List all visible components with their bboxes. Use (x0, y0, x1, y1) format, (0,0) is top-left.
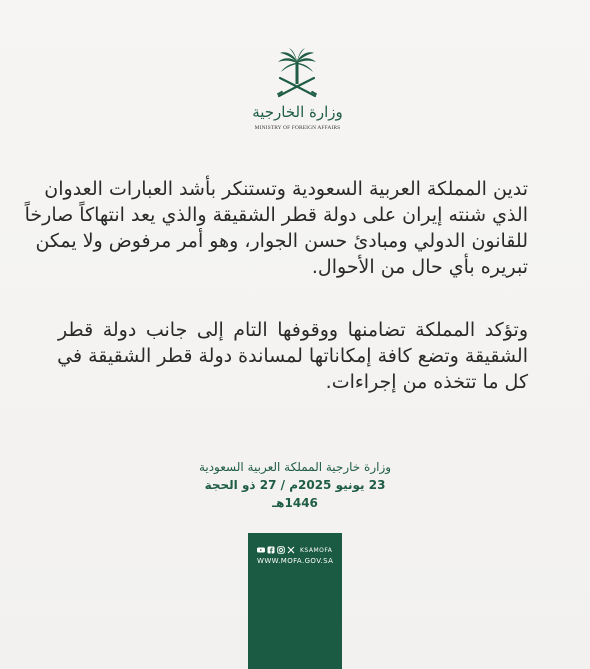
logo-english-text: MINISTRY OF FOREIGN AFFAIRS (254, 125, 341, 131)
x-icon[interactable] (287, 546, 295, 554)
ministry-logo (250, 48, 345, 138)
statement-paragraph-2 (58, 317, 528, 395)
statement-paragraph-1 (24, 176, 528, 280)
signature-ministry: وزارة خارجية المملكة العربية السعودية (198, 460, 392, 474)
facebook-icon[interactable] (267, 546, 275, 554)
signature-date: 23 يونيو 2025م / 27 ذو الحجة 1446هـ (204, 478, 386, 510)
paragraph-line: للقانون الدولي ومبادئ حسن الجوار، وهو أمر مرفوض ولا يمكن (35, 230, 528, 252)
paragraph-line: كل ما تتخذه من إجراءات. (325, 371, 528, 393)
paragraph-line: وتؤكد المملكة تضامنها ووقوفها التام إلى جانب دولة قطر (58, 319, 528, 341)
saudi-palm-swords-emblem-icon (272, 48, 322, 100)
social-row (257, 546, 332, 554)
signature-block (180, 458, 410, 512)
footer-panel (248, 533, 342, 669)
youtube-icon[interactable] (257, 546, 265, 554)
website-link[interactable]: WWW.MOFA.GOV.SA (257, 557, 334, 565)
paragraph-line: تبريره بأي حال من الأحوال. (311, 256, 528, 278)
paragraph-line: الشقيقة وتضع كافة إمكاناتها لمساندة دولة قطر الشقيقة في (57, 345, 528, 367)
paragraph-line: تدين المملكة العربية السعودية وتستنكر بأشد العبارات العدوان (44, 178, 528, 200)
paragraph-line: الذي شنته إيران على دولة قطر الشقيقة والذي يعد انتهاكاً صارخاً (24, 204, 528, 226)
instagram-icon[interactable] (277, 546, 285, 554)
logo-arabic-text: وزارة الخارجية (252, 103, 343, 121)
social-handle[interactable]: KSAMOFA (300, 546, 333, 554)
